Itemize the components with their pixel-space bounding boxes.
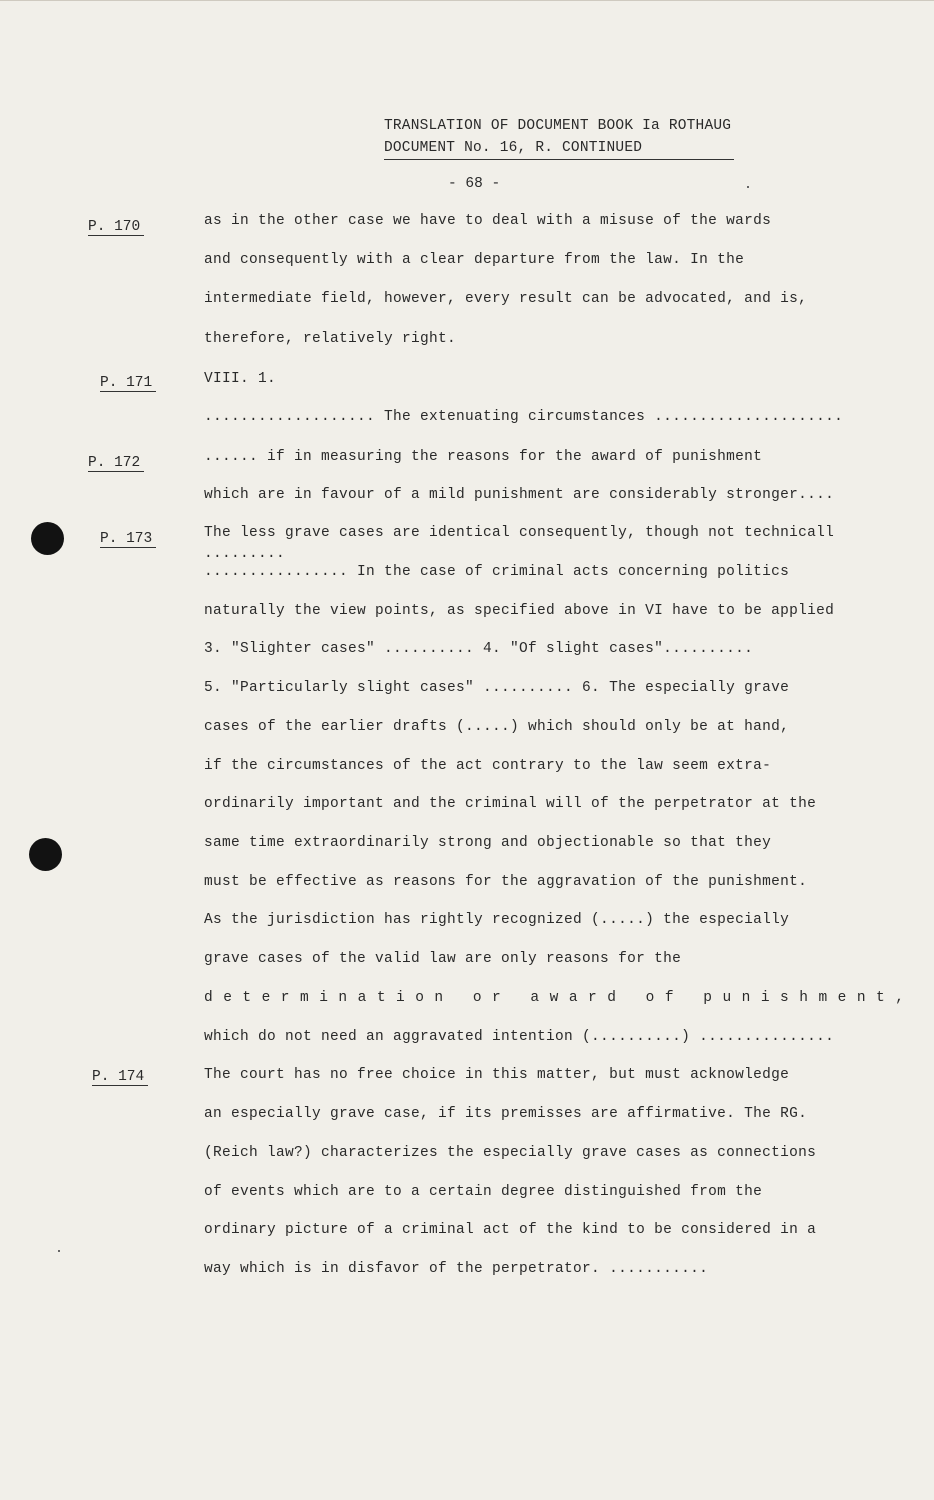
text-line: which are in favour of a mild punishment are considerably stronger....: [204, 487, 835, 503]
text-line: must be effective as reasons for the aggravation of the punishment.: [204, 874, 808, 890]
text-line: As the jurisdiction has rightly recognized (.....) the especially: [204, 912, 790, 928]
header-subtitle: DOCUMENT No. 16, R. CONTINUED: [384, 137, 734, 160]
text-line: ...... if in measuring the reasons for the award of punishment: [204, 449, 763, 465]
page-marker: P. 171: [100, 375, 156, 392]
text-line: VIII. 1.: [204, 371, 277, 387]
text-line: 3. "Slighter cases" .......... 4. "Of slight cases"..........: [204, 641, 754, 657]
text-line: ................... The extenuating circumstances .....................: [204, 409, 844, 425]
document-header: [384, 115, 734, 160]
page-marker: P. 173: [100, 531, 156, 548]
text-line: same time extraordinarily strong and objectionable so that they: [204, 835, 772, 851]
text-line: if the circumstances of the act contrary to the law seem extra-: [204, 758, 772, 774]
page-marker: P. 170: [88, 219, 144, 236]
text-line: and consequently with a clear departure from the law. In the: [204, 252, 745, 268]
page-edge: [0, 0, 934, 1]
text-line: 5. "Particularly slight cases" .......... 6. The especially grave: [204, 680, 790, 696]
paper-speck: [58, 1250, 60, 1252]
text-line: therefore, relatively right.: [204, 331, 457, 347]
header-title: TRANSLATION OF DOCUMENT BOOK Ia ROTHAUG: [384, 118, 732, 134]
text-line: The less grave cases are identical consequently, though not technicall: [204, 525, 835, 541]
text-line: ................ In the case of criminal acts concerning politics: [204, 564, 790, 580]
punch-hole: [29, 838, 62, 871]
text-line: as in the other case we have to deal with a misuse of the wards: [204, 213, 772, 229]
text-line: intermediate field, however, every result can be advocated, and is,: [204, 291, 808, 307]
text-line: The court has no free choice in this matter, but must acknowledge: [204, 1067, 790, 1083]
text-line: of events which are to a certain degree distinguished from the: [204, 1184, 763, 1200]
text-line: naturally the view points, as specified above in VI have to be applied: [204, 603, 835, 619]
text-line: ordinarily important and the criminal will of the perpetrator at the: [204, 796, 817, 812]
text-line: determination or award of punishment,: [204, 990, 915, 1006]
text-line: an especially grave case, if its premisses are affirmative. The RG.: [204, 1106, 808, 1122]
page-marker: P. 172: [88, 455, 144, 472]
text-line: cases of the earlier drafts (.....) which should only be at hand,: [204, 719, 790, 735]
text-line: ordinary picture of a criminal act of the kind to be considered in a: [204, 1222, 817, 1238]
punch-hole: [31, 522, 64, 555]
text-line: .........: [204, 546, 286, 562]
paper-speck: [747, 186, 749, 188]
page-number: - 68 -: [448, 176, 501, 192]
text-line: way which is in disfavor of the perpetrator. ...........: [204, 1261, 709, 1277]
page-marker: P. 174: [92, 1069, 148, 1086]
text-line: (Reich law?) characterizes the especially grave cases as connections: [204, 1145, 817, 1161]
text-line: grave cases of the valid law are only reasons for the: [204, 951, 682, 967]
text-line: which do not need an aggravated intention (..........) ...............: [204, 1029, 835, 1045]
